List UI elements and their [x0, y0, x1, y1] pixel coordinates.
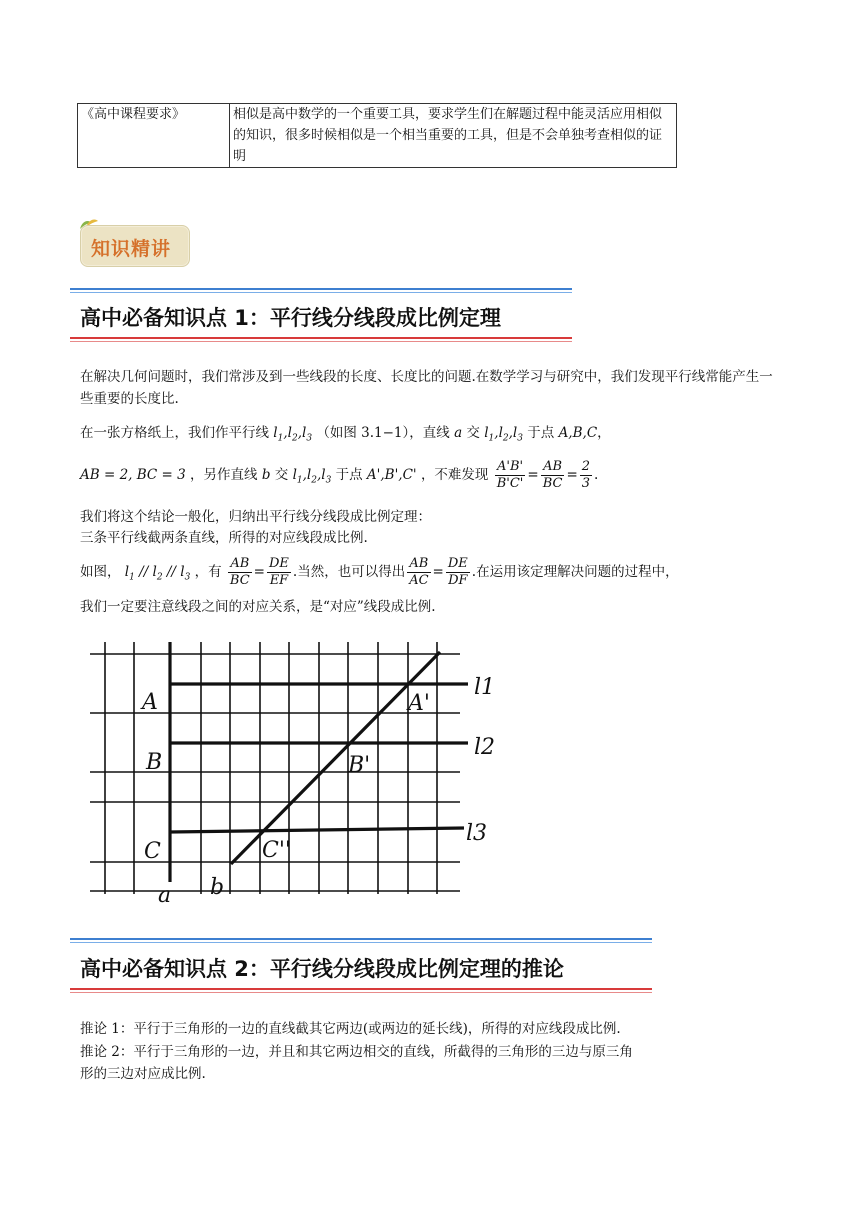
knowledge-badge — [80, 225, 190, 267]
section1-paragraph-7: 我们一定要注意线段之间的对应关系，是“对应”线段成比例. — [80, 599, 436, 615]
text-run: .在运用该定理解决问题的过程中， — [471, 564, 679, 580]
math-lines: $l_1,l_2,l_3$ — [484, 425, 523, 444]
math-b: b — [261, 467, 271, 483]
section1-paragraph-4: 我们将这个结论一般化，归纳出平行线分线段成比例定理： — [80, 509, 431, 525]
math-lines: $l_1,l_2,l_3$ — [292, 467, 332, 486]
math-ab-bc: AB = 2, BC = 3 — [80, 467, 186, 483]
frac-num: AB — [228, 556, 252, 573]
label-C-prime: C'' — [262, 838, 291, 863]
fraction — [267, 556, 291, 589]
frac-num: AB — [407, 556, 430, 573]
heading-top-rule — [70, 288, 572, 290]
heading-top-rule-thin — [70, 942, 652, 943]
math-points: A,B,C — [558, 425, 598, 441]
frac-num: A'B' — [495, 459, 526, 476]
frac-den: DF — [448, 573, 468, 588]
course-requirement-table — [77, 103, 677, 168]
corollary-2-line-1: 推论 2：平行于三角形的一边，并且和其它两边相交的直线，所截得的三角形的三边与原三角 — [80, 1044, 633, 1060]
label-l2: l2 — [474, 735, 496, 760]
math-parallel: $l_1 // l_2 // l_3$ — [124, 564, 191, 583]
text-run: .当然，也可以得出 — [292, 564, 406, 580]
fraction — [580, 459, 592, 492]
section1-title: 高中必备知识点 1：平行线分线段成比例定理 — [80, 306, 501, 330]
label-b: b — [210, 875, 225, 900]
text-run: 交 — [466, 425, 480, 441]
frac-den: 3 — [581, 476, 591, 491]
frac-den: BC — [229, 573, 250, 588]
section1-paragraph-1: 在解决几何问题时，我们常涉及到一些线段的长度、长度比的问题.在数学学习与研究中，我们发现平行线常能产生一些重要的长度比. — [80, 369, 773, 407]
frac-den: AC — [409, 573, 429, 588]
corollary-1: 推论 1：平行于三角形的一边的直线截其它两边(或两边的延长线)，所得的对应线段成比例. — [80, 1021, 621, 1037]
label-a: a — [158, 883, 172, 908]
section1-paragraph-6: 如图， $l_1 // l_2 // l_3$ ，有 $\frac{AB}{BC}$ = $\frac{DE}{EF}$ .当然，也可以得出 $\frac{AB}{AC}$ = $\frac{DE}{DF}$ .在运用该定理解决问题的过程中， — [80, 556, 679, 588]
frac-den: EF — [269, 573, 289, 588]
text-run: ，有 — [194, 564, 222, 580]
fraction — [541, 459, 565, 492]
text-run: ，另作直线 — [190, 467, 258, 483]
text-run: 在一张方格纸上，我们作平行线 — [80, 425, 269, 441]
heading-bottom-rule — [70, 988, 652, 990]
math-a: a — [454, 425, 463, 441]
math-lines: $l_1,l_2,l_3$ — [273, 425, 313, 444]
heading-bottom-rule — [70, 337, 572, 339]
section2-title: 高中必备知识点 2：平行线分线段成比例定理的推论 — [80, 957, 564, 981]
section1-paragraph-3: AB = 2, BC = 3 ，另作直线 b 交 $l_1,l_2,l_3$ 于点 A',B',C' ，不难发现 $\frac{A'B'}{B'C'}$ = $\frac{AB}{BC}$ = $\frac{2}{3}$ . — [80, 459, 599, 491]
frac-num: DE — [447, 556, 468, 571]
text-run: ，不难发现 — [420, 467, 489, 483]
heading-bottom-rule-thin — [70, 341, 572, 342]
table-row — [78, 104, 677, 168]
text-run: （如图 3.1−1），直线 — [316, 425, 450, 441]
text-run: 交 — [274, 467, 289, 483]
section1-paragraph-2: 在一张方格纸上，我们作平行线 $l_1,l_2,l_3$ （如图 3.1−1），直线 a 交 $l_1,l_2,l_3$ 于点 A,B,C， — [80, 425, 611, 444]
fraction — [228, 556, 252, 589]
label-A-prime: A' — [408, 691, 430, 716]
frac-num: DE — [268, 556, 289, 571]
text-run: 如图， — [80, 564, 121, 580]
label-l3: l3 — [466, 821, 488, 846]
requirement-value: 相似是高中数学的一个重要工具，要求学生们在解题过程中能灵活应用相似的知识，很多时候相似是一个相当重要的工具，但是不会单独考查相似的证明 — [230, 104, 677, 168]
frac-num: AB — [541, 459, 565, 476]
text-run: 于点 — [527, 425, 555, 441]
label-B: B — [146, 750, 163, 775]
frac-den: BC — [542, 476, 563, 491]
badge-label: 知识精讲 — [91, 238, 172, 260]
requirement-key: 《高中课程要求》 — [78, 104, 230, 168]
math-points-prime: A',B',C' — [366, 467, 417, 483]
text-run: 于点 — [335, 467, 363, 483]
fraction — [446, 556, 470, 589]
section1-paragraph-5: 三条平行线截两条直线，所得的对应线段成比例. — [80, 530, 368, 546]
label-C: C — [144, 839, 161, 864]
label-A: A — [142, 690, 158, 715]
parallel-lines-figure — [90, 632, 500, 912]
heading-top-rule-thin — [70, 292, 572, 293]
label-B-prime: B' — [348, 753, 371, 778]
frac-num: 2 — [581, 459, 591, 474]
label-l1: l1 — [474, 675, 496, 700]
heading-top-rule — [70, 938, 652, 940]
fraction — [407, 556, 430, 589]
heading-bottom-rule-thin — [70, 992, 652, 993]
fraction — [495, 459, 526, 492]
corollary-2-line-2: 形的三边对应成比例. — [80, 1066, 206, 1082]
frac-den: B'C' — [496, 476, 524, 491]
